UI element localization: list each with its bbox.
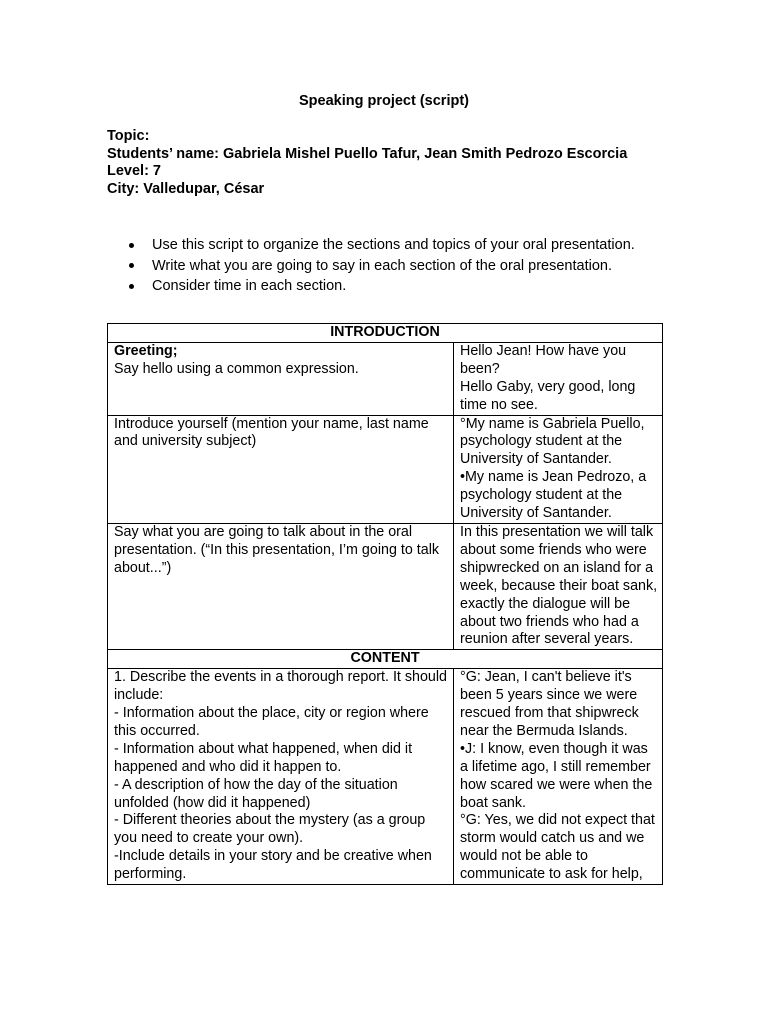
response-line: °G: Yes, we did not expect that storm would catch us and we would not be able to communicate to ask for help,	[460, 812, 655, 883]
instruction-item: Consider time in each section.	[129, 276, 635, 297]
response-cell	[454, 523, 663, 649]
prompt-line: 1. Describe the events in a thorough report. It should include:	[114, 669, 447, 704]
city-line: City: Valledupar, César	[107, 180, 265, 197]
content-header: CONTENT	[108, 650, 663, 669]
prompt-text: Say what you are going to talk about in the oral presentation. (“In this presentation, I’m going to talk about...”)	[114, 523, 440, 576]
level-line: Level: 7	[107, 163, 161, 180]
table-row	[108, 415, 663, 523]
prompt-cell	[108, 415, 454, 523]
table-row	[108, 523, 663, 649]
students-line: Students’ name: Gabriela Mishel Puello Tafur, Jean Smith Pedrozo Escorcia	[107, 145, 628, 162]
response-line: Hello Gaby, very good, long time no see.	[460, 378, 636, 413]
table-row	[108, 342, 663, 415]
introduction-header-row	[108, 324, 663, 343]
topic-line: Topic:	[107, 128, 150, 144]
greeting-heading: Greeting;	[114, 342, 178, 359]
prompt-text: Say hello using a common expression.	[114, 360, 359, 377]
prompt-text: Introduce yourself (mention your name, last name and university subject)	[114, 415, 429, 450]
table-row	[108, 669, 663, 885]
student-info	[107, 128, 627, 198]
script-table	[107, 323, 663, 885]
instruction-item: Write what you are going to say in each section of the oral presentation.	[129, 256, 635, 277]
prompt-cell	[108, 523, 454, 649]
response-line: •My name is Jean Pedrozo, a psychology student at the University of Santander.	[460, 469, 647, 522]
instruction-list	[129, 235, 635, 297]
response-line: °G: Jean, I can't believe it's been 5 years since we were rescued from that shipwreck near the Bermuda Islands.	[460, 669, 639, 739]
prompt-line: - Information about the place, city or region where this occurred.	[114, 705, 429, 739]
response-line: Hello Jean! How have you been?	[460, 342, 627, 377]
response-line: In this presentation we will talk about some friends who were shipwrecked on an island for a week, because their boat sank, exactly the dialogue will be about two friends who had a reunion after several years.	[460, 523, 658, 648]
response-cell	[454, 415, 663, 523]
prompt-line: -Include details in your story and be creative when performing.	[114, 848, 432, 883]
response-cell	[454, 669, 663, 885]
instruction-item: Use this script to organize the sections and topics of your oral presentation.	[129, 235, 635, 256]
response-line: °My name is Gabriela Puello, psychology student at the University of Santander.	[460, 415, 645, 468]
response-line: •J: I know, even though it was a lifetime ago, I still remember how scared we were when the boat sank.	[460, 740, 653, 811]
prompt-cell	[108, 342, 454, 415]
prompt-cell	[108, 669, 454, 885]
introduction-header: INTRODUCTION	[108, 324, 663, 343]
prompt-line: - Information about what happened, when did it happened and who did it happen to.	[114, 740, 413, 775]
document-title: Speaking project (script)	[298, 93, 469, 109]
page-bottom-margin	[0, 916, 768, 1024]
content-header-row	[108, 650, 663, 669]
prompt-line: - A description of how the day of the situation unfolded (how did it happened)	[114, 776, 398, 811]
prompt-line: - Different theories about the mystery (as a group you need to create your own).	[114, 812, 426, 847]
response-cell	[454, 342, 663, 415]
